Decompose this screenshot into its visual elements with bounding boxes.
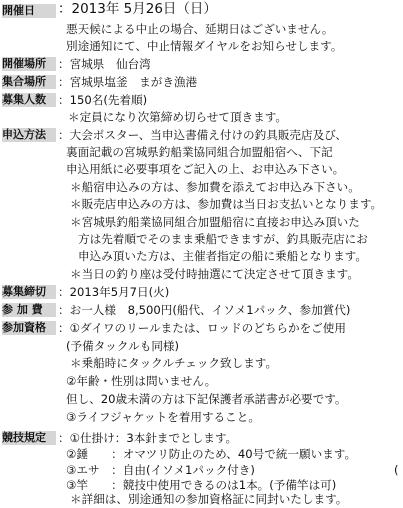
rules-note: ＊詳細は、別途通知の参加資格証に同封いたします。 [70,492,348,506]
apply-row [0,180,403,196]
apply-note: 方は先着順でそのまま乗船できますが、釣具販売店にお [78,232,368,246]
capacity-row [0,93,403,109]
rules-line: ②錘 ：オマツリ防止のため、40号で統一願います。 [66,447,357,461]
apply-row [0,249,403,265]
apply-row [0,145,403,161]
date-note-row [0,39,403,55]
rules-row [0,492,403,508]
capacity-note-row [0,110,403,126]
date-note-row [0,22,403,38]
deadline-label: 募集締切 [2,285,56,299]
venue-label: 開催場所 [2,57,56,71]
capacity-note: ＊定員になり次第締め切らせて頂きます。 [68,110,288,124]
apply-row [0,215,403,231]
rules-row [0,447,403,463]
capacity-label: 募集人数 [2,93,56,107]
qualification-row [0,321,403,337]
deadline-value: ：2013年5月7日(火) [58,285,170,299]
qualification-row [0,356,403,372]
capacity-value: ：150名(先着順) [58,93,148,107]
meeting-label: 集合場所 [2,75,56,89]
qualification-line: (予備タックルも同様) [66,339,180,353]
apply-note: 申込み頂いた方は、主催者指定の船に乗船となります。 [78,249,367,263]
qualification-line: ：①ダイワのリールまたは、ロッドのどちらかをご使用 [58,321,346,335]
event-date: ：2013年 5月26日（日） [58,1,217,17]
meeting-value: ：宮城県塩釜 まがき漁港 [58,75,198,89]
venue-row [0,57,403,73]
rules-label: 競技規定 [2,431,56,445]
deadline-row [0,285,403,301]
qualification-line: ③ライフジャケットを着用すること。 [66,410,260,424]
qualification-line: 但し、20歳未満の方は下記保護者承諾書が必要です。 [66,392,347,406]
apply-row [0,197,403,213]
rules-row [0,431,403,447]
stray-paren: ( [394,463,399,477]
qualification-label: 参加資格 [2,321,56,335]
qualification-row [0,339,403,355]
date-note-2: 別途通知にて、中止情報ダイヤルをお知らせします。 [66,39,343,53]
apply-line: ：大会ポスター、当申込書備え付けの釣具販売店及び、 [58,128,347,142]
meeting-row [0,75,403,91]
qualification-row [0,392,403,408]
rules-line: ：①仕掛け：3本針までとします。 [58,431,238,445]
rules-line: ③エサ ：自由(イソメ1パック付き) [66,463,255,477]
date-note-1: 悪天候による中止の場合、延期日はございません。 [66,22,334,36]
apply-note: ＊販売店申込みの方は、参加費は当日お支払いとなります。 [70,197,383,211]
apply-row [0,162,403,178]
apply-row [0,128,403,144]
apply-note: ＊船宿申込みの方は、参加費を添えてお申込み下さい。 [70,180,360,194]
fee-value: ：お一人様 8,500円(船代、イソメ1パック、参加賞代) [58,303,351,317]
qualification-line: ②年齢・性別は問いません。 [66,374,217,388]
venue-value: ：宮城県 仙台湾 [58,57,151,71]
date-row [0,2,403,20]
rules-line: ③竿 ：競技中使用できるのは1本。(予備竿は可) [66,478,337,492]
apply-note: ＊宮城県釣船業協同組合加盟船宿に直接お申込み頂いた [70,215,360,229]
apply-line: 裏面記載の宮城県釣船業協同組合加盟船宿へ、下記 [66,145,333,159]
date-label: 開催日 [2,4,56,18]
qualification-line: ＊乗船時にタックルチェック致します。 [70,356,278,370]
rules-row [0,463,403,479]
apply-note: ＊当日の釣り座は受付時抽選にて決定させて頂きます。 [70,267,359,281]
qualification-row [0,410,403,426]
apply-row [0,267,403,283]
apply-line: 申込用紙に必要事項をご記入の上、お申込み下さい。 [66,162,345,176]
fee-row [0,303,403,319]
apply-row [0,232,403,248]
apply-label: 申込方法 [2,128,56,142]
fee-label: 参 加 費 [2,303,56,317]
qualification-row [0,374,403,390]
